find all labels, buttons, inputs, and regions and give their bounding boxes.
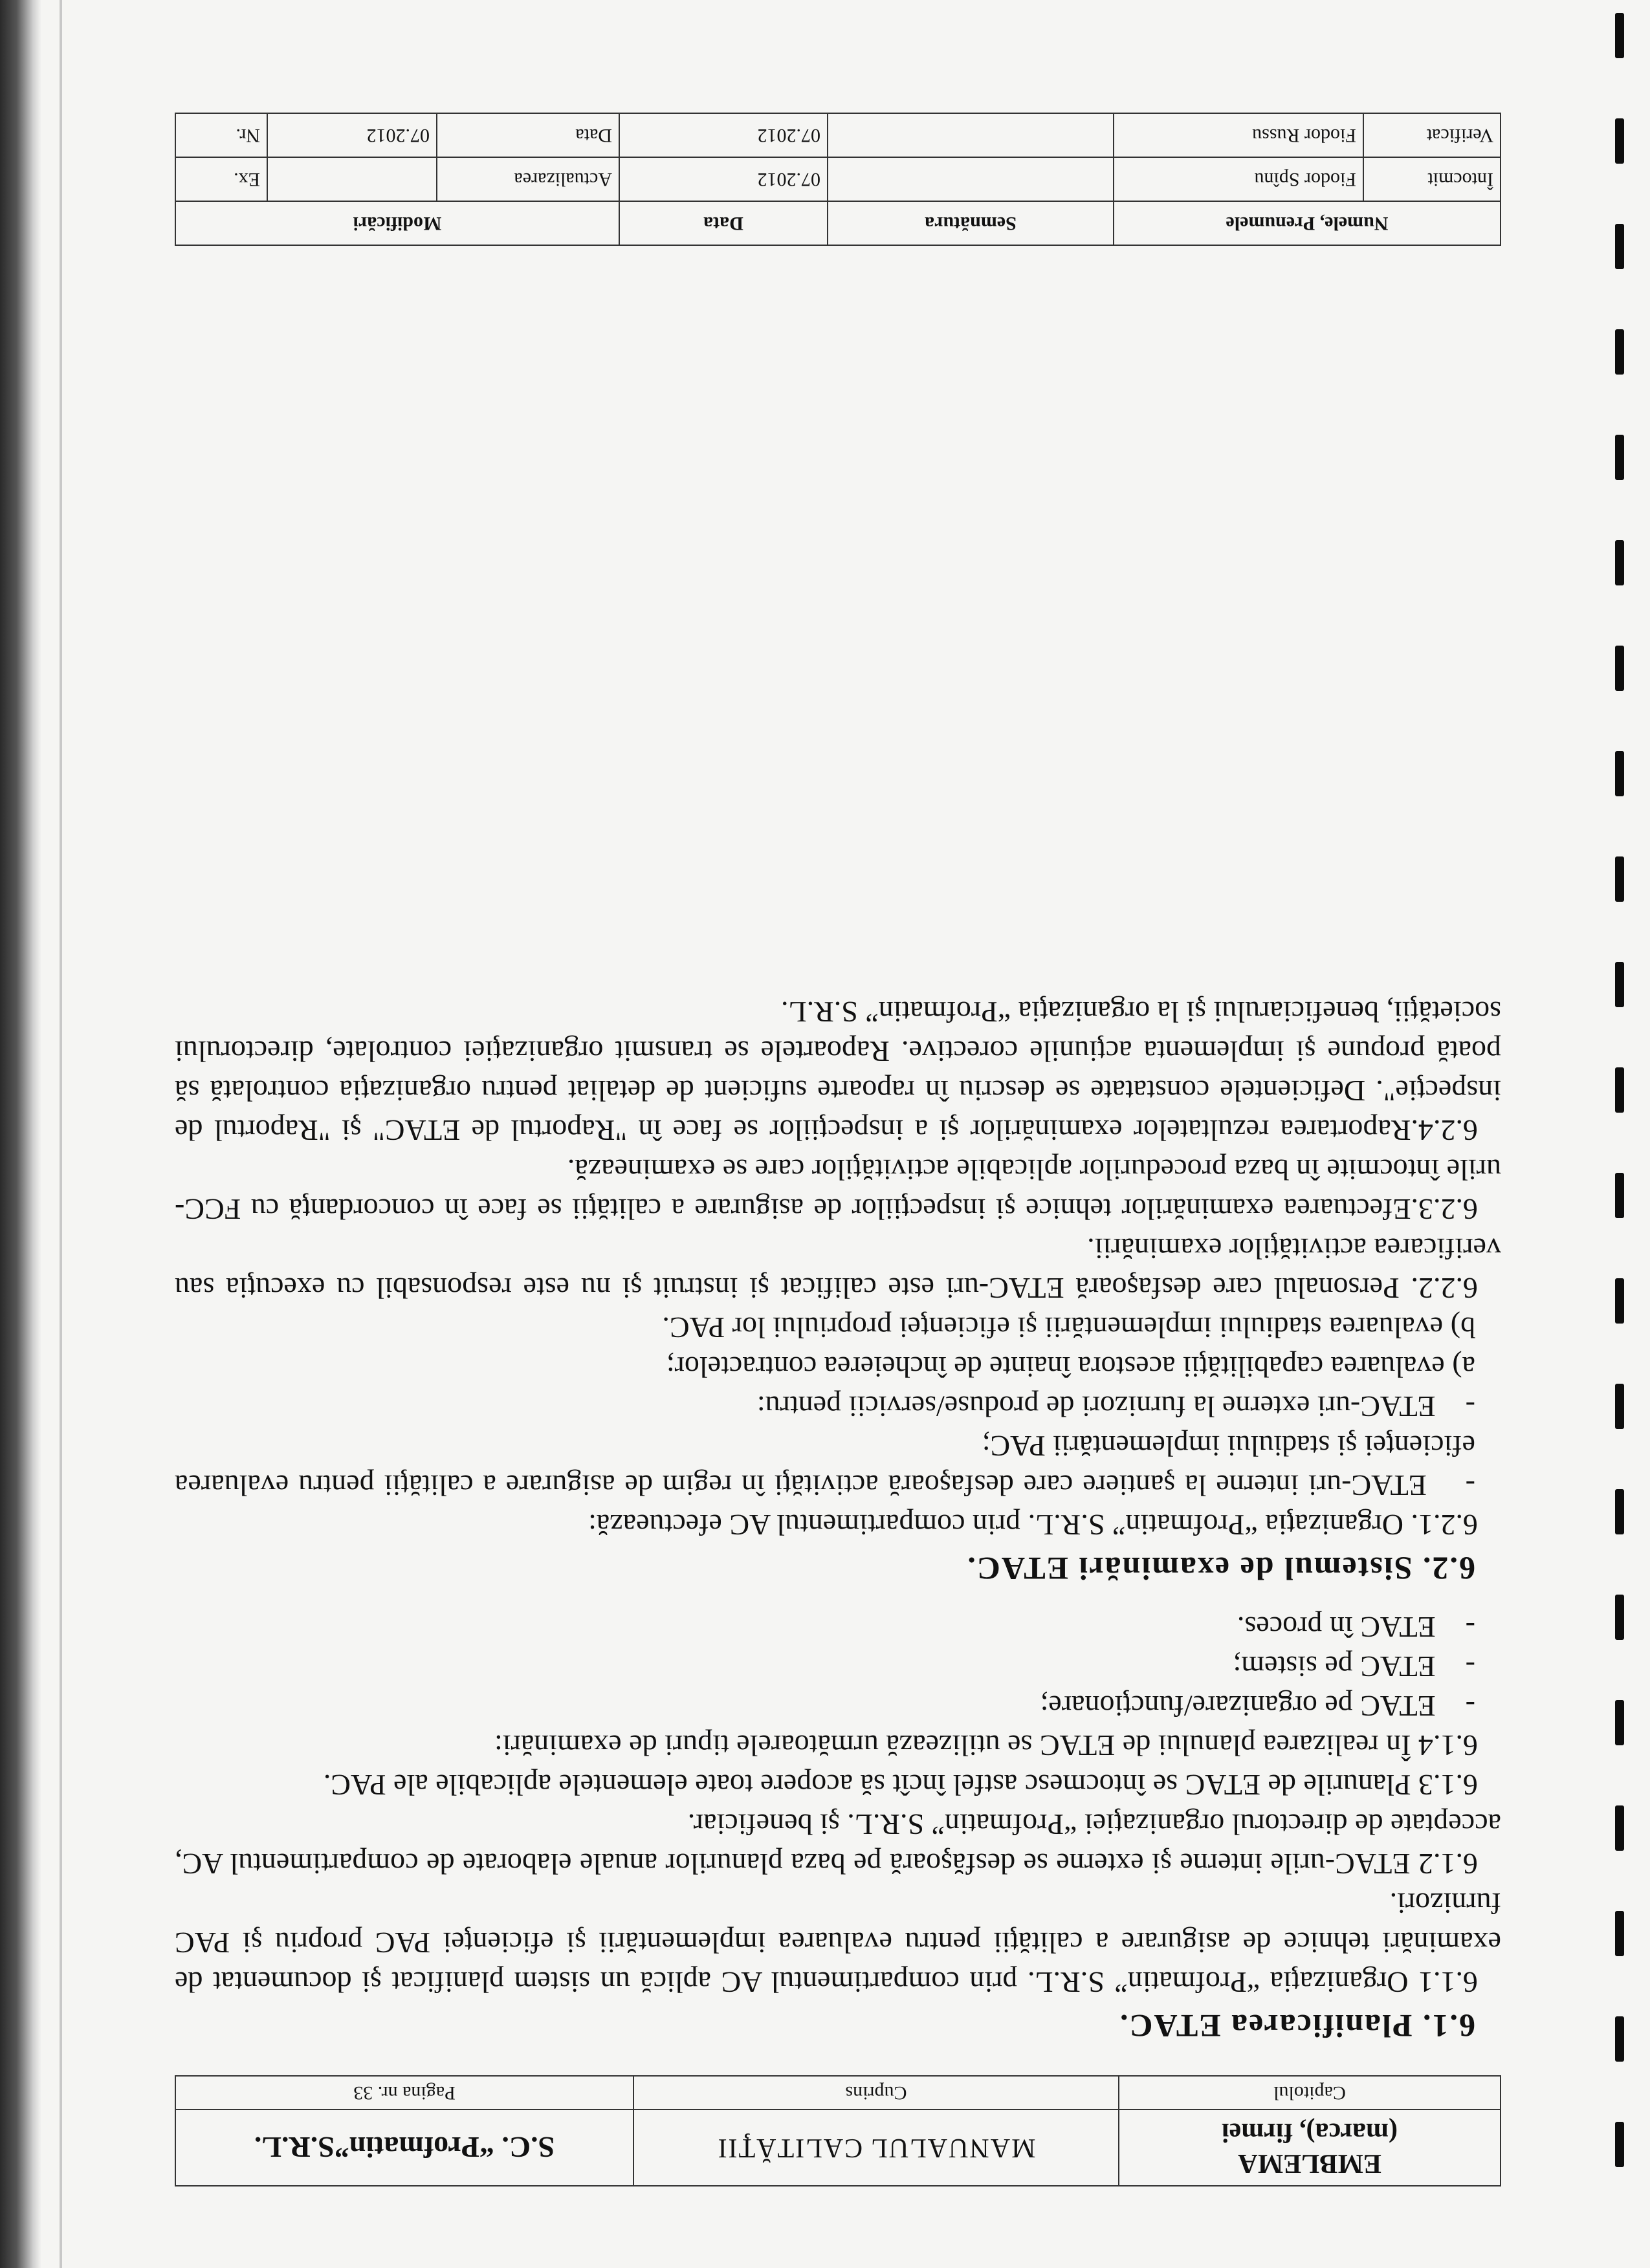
binding-hole bbox=[1615, 1173, 1624, 1218]
table-row bbox=[175, 113, 1501, 157]
binding-hole bbox=[1615, 540, 1624, 585]
binding-hole bbox=[1615, 1067, 1624, 1113]
section-heading-6-1: 6.1. Planificarea ETAC. bbox=[1118, 2008, 1475, 2044]
chapter-label: Capitolul bbox=[1119, 2076, 1501, 2110]
name-cell: Fiodor Spînu bbox=[1114, 157, 1363, 201]
manual-title: MANUALUL CALITĂŢII bbox=[633, 2110, 1119, 2186]
emblem-label: EMBLEMA bbox=[1238, 2148, 1381, 2178]
binding-hole bbox=[1615, 435, 1624, 480]
page-label: Pagina nr. 33 bbox=[175, 2076, 633, 2110]
section-heading-6-2: 6.2. Sistemul de examinări ETAC. bbox=[966, 1551, 1475, 1587]
change-code-cell: Ex. bbox=[175, 157, 267, 201]
change-label-cell: Actualizarea bbox=[437, 157, 619, 201]
scanner-edge-shadow bbox=[0, 0, 41, 2268]
binding-hole bbox=[1615, 2016, 1624, 2062]
binding-hole bbox=[1615, 751, 1624, 796]
binding-hole bbox=[1615, 962, 1624, 1007]
binding-holes bbox=[1592, 0, 1650, 2268]
revision-table bbox=[175, 113, 1501, 246]
list-item: b) evaluarea stadiului implementării şi eficienţei propriului lor PAC. bbox=[662, 1311, 1475, 1344]
binding-hole bbox=[1615, 1384, 1624, 1429]
changes-column-header: Modificări bbox=[175, 201, 619, 245]
binding-hole bbox=[1615, 329, 1624, 375]
binding-hole bbox=[1615, 1278, 1624, 1324]
paragraph-6-1-4: 6.1.4 În realizarea planului de ETAC se utilizează următoarele tipuri de examinări: bbox=[494, 1729, 1478, 1762]
paragraph-6-1-3: 6.1.3 Planurile de ETAC se întocmesc astfel încît să acopere toate elementele aplicabile ale PAC. bbox=[323, 1769, 1478, 1802]
document-body bbox=[175, 992, 1501, 2051]
contents-label: Cuprins bbox=[633, 2076, 1119, 2110]
binding-hole bbox=[1615, 2122, 1624, 2167]
binding-hole bbox=[1615, 13, 1624, 58]
date-column-header: Data bbox=[619, 201, 828, 245]
scanner-edge-line bbox=[60, 0, 62, 2268]
paragraph-6-2-2: 6.2.2. Personalul care desfaşoară ETAC-uri este calificat şi instruit şi nu este responsabil cu execuţia sau verificarea activităţilor examinării. bbox=[175, 1232, 1501, 1305]
signature-cell bbox=[828, 113, 1114, 157]
name-column-header: Numele, Prenumele bbox=[1114, 201, 1501, 245]
role-cell: Întocmit bbox=[1363, 157, 1501, 201]
signature-column-header: Semnătura bbox=[828, 201, 1114, 245]
list-item: a) evaluarea capabilităţii acestora înainte de încheierea contractelor; bbox=[666, 1351, 1475, 1384]
list-item: - ETAC pe sistem; bbox=[1233, 1650, 1475, 1683]
emblem-sub: (marca), firmei bbox=[1221, 2117, 1398, 2147]
change-label-cell: Data bbox=[437, 113, 619, 157]
name-cell: Fiodor Russu bbox=[1114, 113, 1363, 157]
change-value-cell bbox=[267, 157, 437, 201]
table-row bbox=[175, 157, 1501, 201]
paragraph-6-2-3: 6.2.3.Efectuarea examinărilor tehnice şi inspecţiilor de asigurare a calităţii se face în concordanţă cu FCC-urile întocmite în baza procedurilor aplicabile activităţilor care se examinează. bbox=[175, 1153, 1501, 1226]
role-cell: Verificat bbox=[1363, 113, 1501, 157]
binding-hole bbox=[1615, 224, 1624, 269]
change-code-cell: Nr. bbox=[175, 113, 267, 157]
binding-hole bbox=[1615, 1700, 1624, 1745]
binding-hole bbox=[1615, 118, 1624, 164]
paragraph-6-1-2: 6.1.2 ETAC-urile interne şi externe se desfăşoară pe baza planurilor anuale elaborate de compartimentul AC, acceptate de directorul organizaţiei “Profmatin” S.R.L. şi beneficiar. bbox=[175, 1808, 1501, 1881]
list-item: - ETAC în proces. bbox=[1237, 1611, 1475, 1644]
list-item: - ETAC-uri externe la furnizori de produse/servicii pentru: bbox=[756, 1390, 1475, 1423]
binding-hole bbox=[1615, 646, 1624, 691]
emblem-cell bbox=[1119, 2110, 1501, 2186]
binding-hole bbox=[1615, 1911, 1624, 1956]
change-value-cell: 07.2012 bbox=[267, 113, 437, 157]
paragraph-6-1-1: 6.1.1 Organizaţia “Profmatin” S.R.L. prin compartimentul AC aplică un sistem planificat şi documentat de examinări tehnice de asigurare a calităţii pentru evaluarea implementării şi eficienţei PAC propriu şi PAC furnizori. bbox=[175, 1887, 1501, 1999]
binding-hole bbox=[1615, 1489, 1624, 1534]
document-page bbox=[97, 91, 1501, 2186]
date-cell: 07.2012 bbox=[619, 157, 828, 201]
binding-hole bbox=[1615, 1595, 1624, 1640]
paragraph-6-2-4: 6.2.4.Raportarea rezultatelor examinărilor şi a inspecţiilor se face în "Raportul de ETAC" şi "Raportul de inspecţie". Deficientele constatate se descriu în rapoarte suficient de detaliat pentru organizaţia controlată să poată propune şi implementa acţiunile corective. Rapoartele se transmit organizaţiei controlate, directorului societăţii, beneficiarului şi la organizaţia “Profmatin” S.R.L. bbox=[175, 996, 1501, 1147]
signature-cell bbox=[828, 157, 1114, 201]
paragraph-6-2-1: 6.2.1. Organizaţia “Profmatin” S.R.L. prin compartimentul AC efectuează: bbox=[588, 1509, 1478, 1542]
binding-hole bbox=[1615, 1805, 1624, 1851]
company-name: S.C. “Profmatin”S.R.L. bbox=[175, 2110, 633, 2186]
list-item: - ETAC-uri interne la şantiere care desfaşoară activităţi în regim de asigurare a calităţii pentru evaluarea eficienţei şi stadiului implementării PAC; bbox=[175, 1430, 1475, 1502]
binding-hole bbox=[1615, 856, 1624, 902]
date-cell: 07.2012 bbox=[619, 113, 828, 157]
header-table bbox=[175, 2075, 1501, 2186]
list-item: - ETAC pe organizare/funcţionare; bbox=[1040, 1690, 1475, 1723]
